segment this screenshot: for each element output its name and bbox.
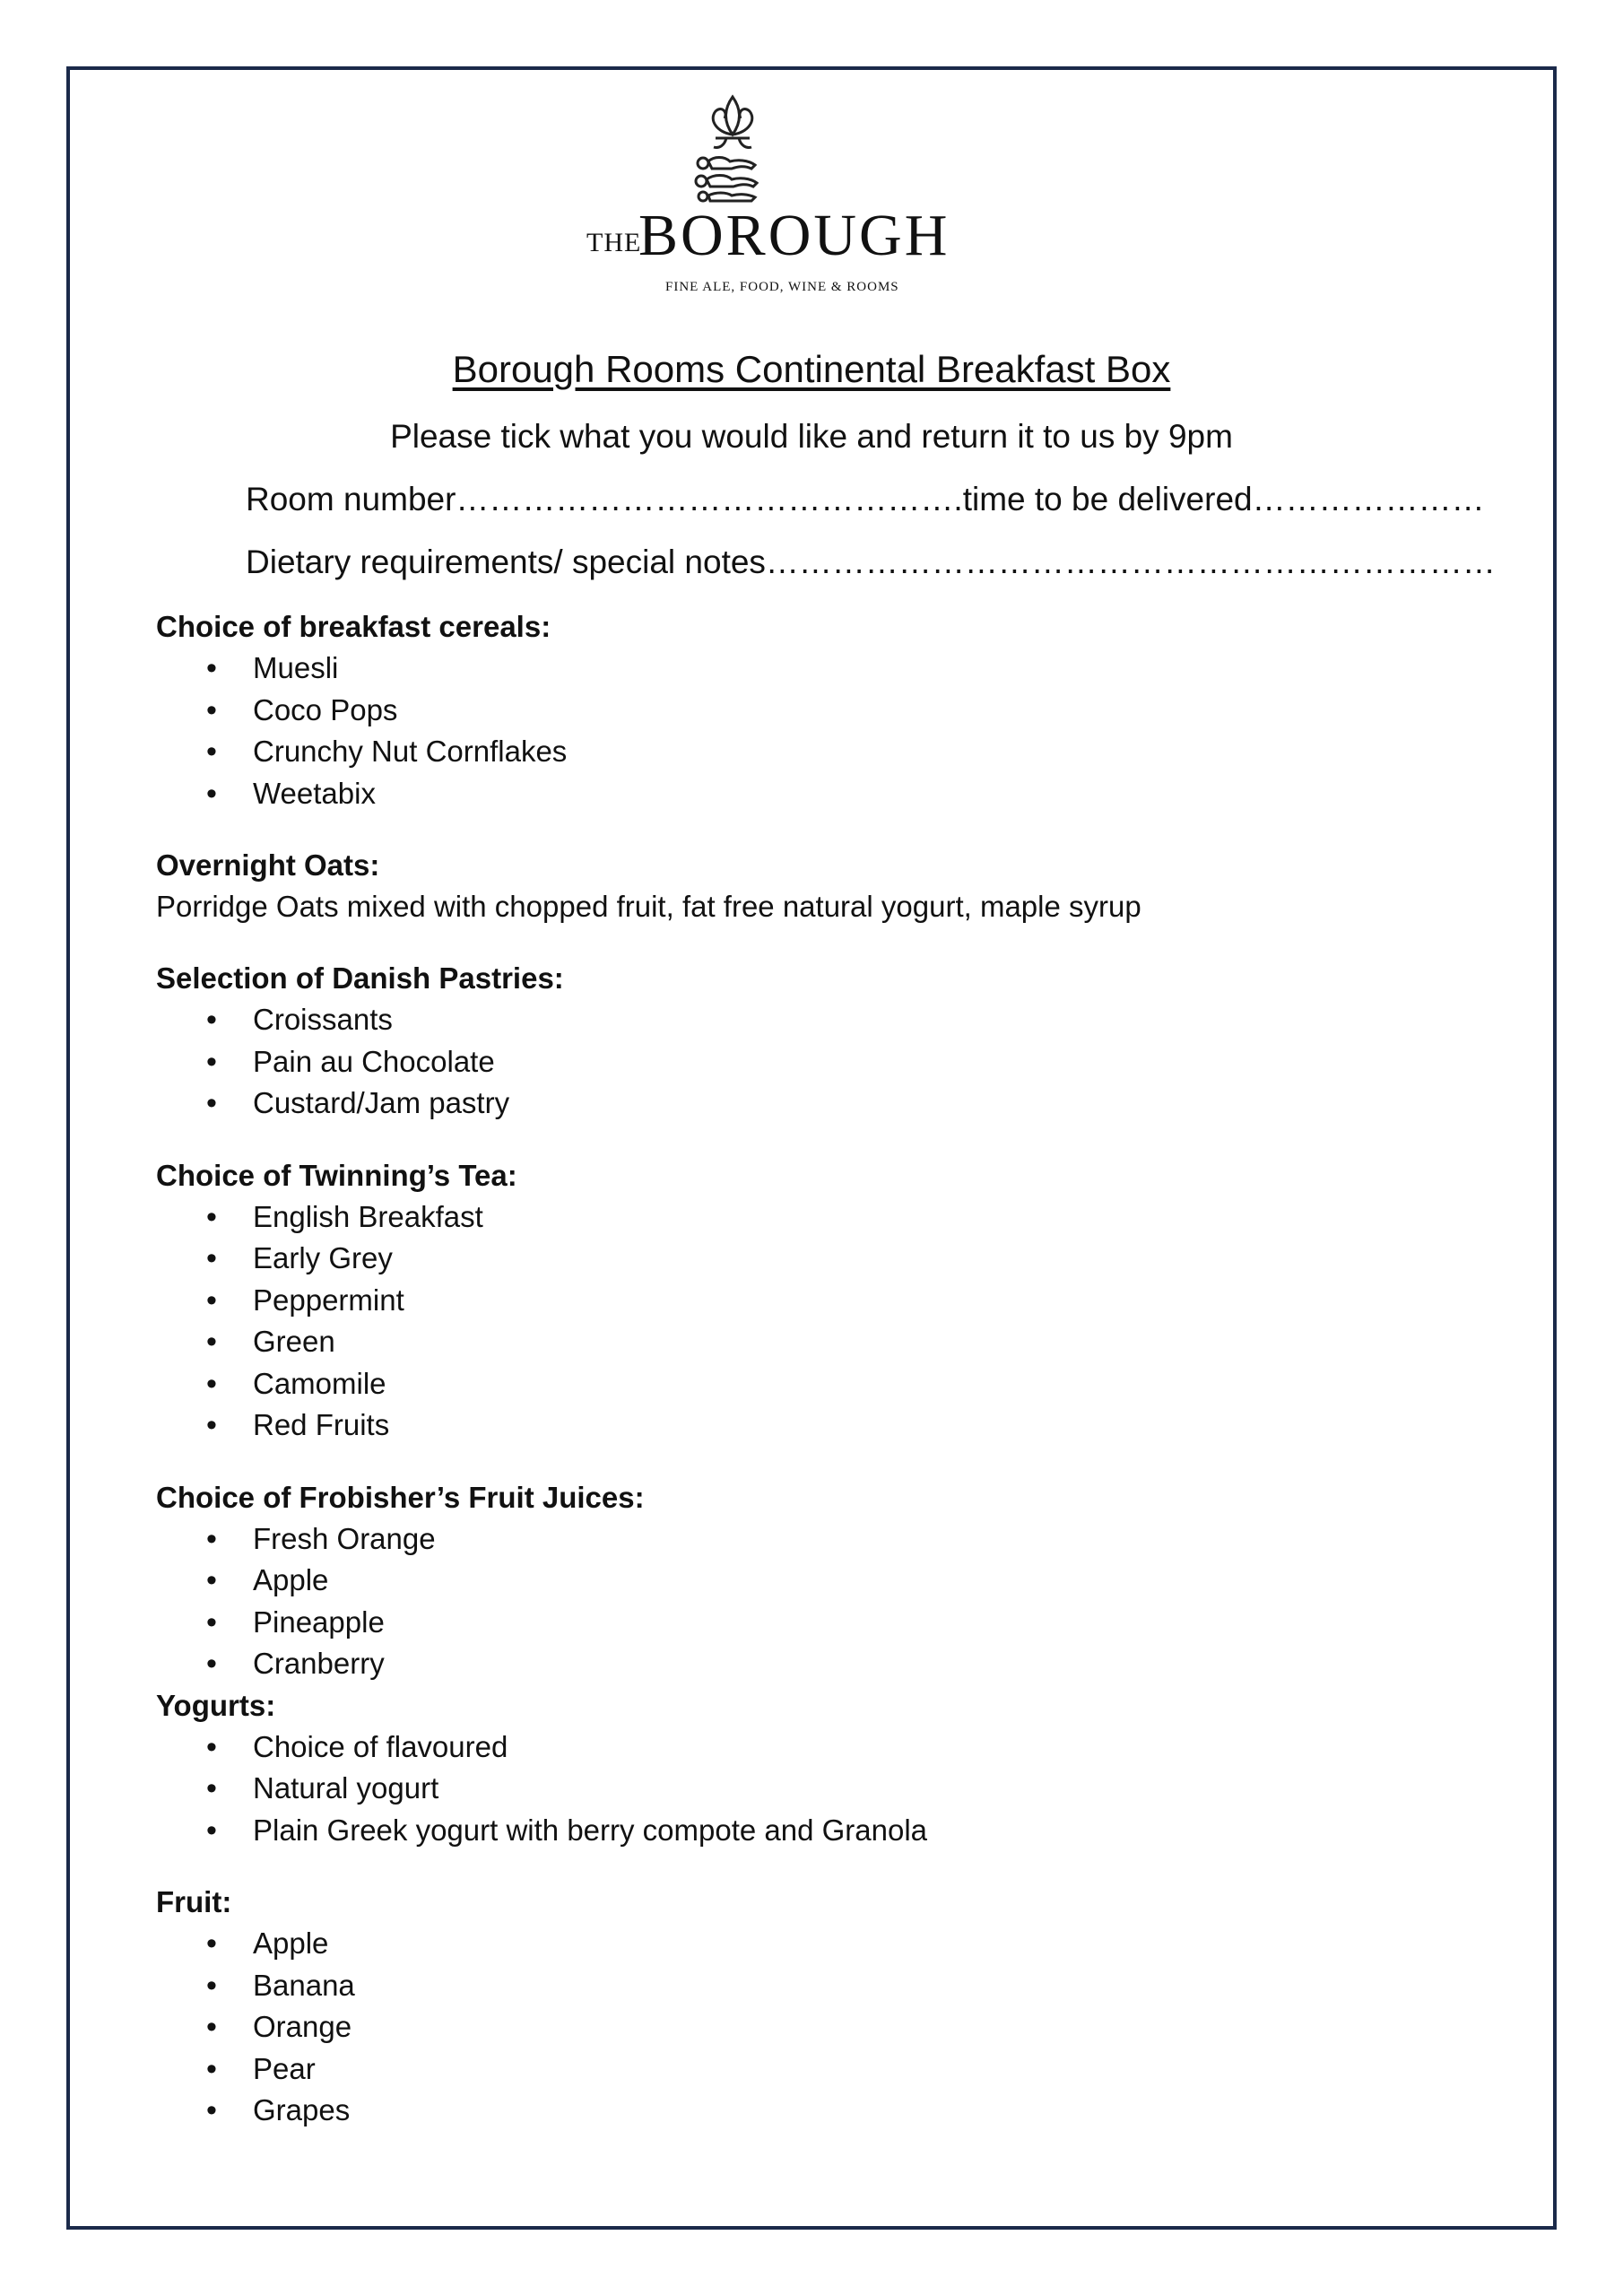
borough-logo (574, 93, 968, 309)
fruit-list (156, 1923, 1483, 2132)
list-item[interactable]: • Pear (156, 2048, 1483, 2091)
dietary-notes-field[interactable]: Dietary requirements/ special notes………………………………………………………… (246, 544, 1496, 580)
list-item[interactable]: • Choice of flavoured (156, 1726, 1483, 1769)
list-item[interactable]: • Weetabix (156, 773, 1483, 815)
juices-heading: Choice of Frobisher’s Fruit Juices: (156, 1480, 645, 1514)
yogurts-list (156, 1726, 1483, 1852)
logo-the-text: THE (586, 228, 642, 257)
list-item[interactable]: • Camomile (156, 1363, 1483, 1405)
pastries-list (156, 999, 1483, 1125)
oats-description[interactable]: Porridge Oats mixed with chopped fruit, fat free natural yogurt, maple syrup (156, 890, 1141, 923)
fruit-heading: Fruit: (156, 1885, 232, 1918)
list-item[interactable]: • Croissants (156, 999, 1483, 1041)
list-item[interactable]: • Fresh Orange (156, 1518, 1483, 1561)
intro-text: Please tick what you would like and return it to us by 9pm (390, 418, 1233, 455)
tea-list (156, 1196, 1483, 1447)
tea-heading: Choice of Twinning’s Tea: (156, 1158, 517, 1192)
list-item[interactable]: • Crunchy Nut Cornflakes (156, 731, 1483, 773)
list-item[interactable]: • Banana (156, 1965, 1483, 2007)
list-item[interactable]: • Coco Pops (156, 690, 1483, 732)
cereals-list (156, 648, 1483, 814)
menu-content (156, 606, 1483, 2132)
list-item[interactable]: • Pineapple (156, 1602, 1483, 1644)
list-item[interactable]: • Muesli (156, 648, 1483, 690)
list-item[interactable]: • Plain Greek yogurt with berry compote and Granola (156, 1810, 1483, 1852)
list-item[interactable]: • English Breakfast (156, 1196, 1483, 1239)
page-title: Borough Rooms Continental Breakfast Box (452, 348, 1171, 390)
oats-heading: Overnight Oats: (156, 848, 380, 882)
list-item[interactable]: • Early Grey (156, 1238, 1483, 1280)
juices-list (156, 1518, 1483, 1685)
pastries-heading: Selection of Danish Pastries: (156, 961, 564, 995)
cereals-heading: Choice of breakfast cereals: (156, 610, 551, 643)
logo-name-text: BOROUGH (638, 203, 950, 268)
yogurts-heading: Yogurts: (156, 1688, 276, 1722)
list-item[interactable]: • Red Fruits (156, 1405, 1483, 1447)
list-item[interactable]: • Custard/Jam pastry (156, 1083, 1483, 1125)
logo-tagline: FINE ALE, FOOD, WINE & ROOMS (665, 280, 899, 294)
list-item[interactable]: • Green (156, 1321, 1483, 1363)
list-item[interactable]: • Grapes (156, 2090, 1483, 2132)
list-item[interactable]: • Apple (156, 1560, 1483, 1602)
room-number-field[interactable]: Room number……………………………………….time to be delivered………………… (246, 481, 1485, 517)
list-item[interactable]: • Apple (156, 1923, 1483, 1965)
list-item[interactable]: • Cranberry (156, 1643, 1483, 1685)
list-item[interactable]: • Orange (156, 2006, 1483, 2048)
crest-icon (638, 93, 827, 210)
list-item[interactable]: • Natural yogurt (156, 1768, 1483, 1810)
list-item[interactable]: • Peppermint (156, 1280, 1483, 1322)
list-item[interactable]: • Pain au Chocolate (156, 1041, 1483, 1083)
